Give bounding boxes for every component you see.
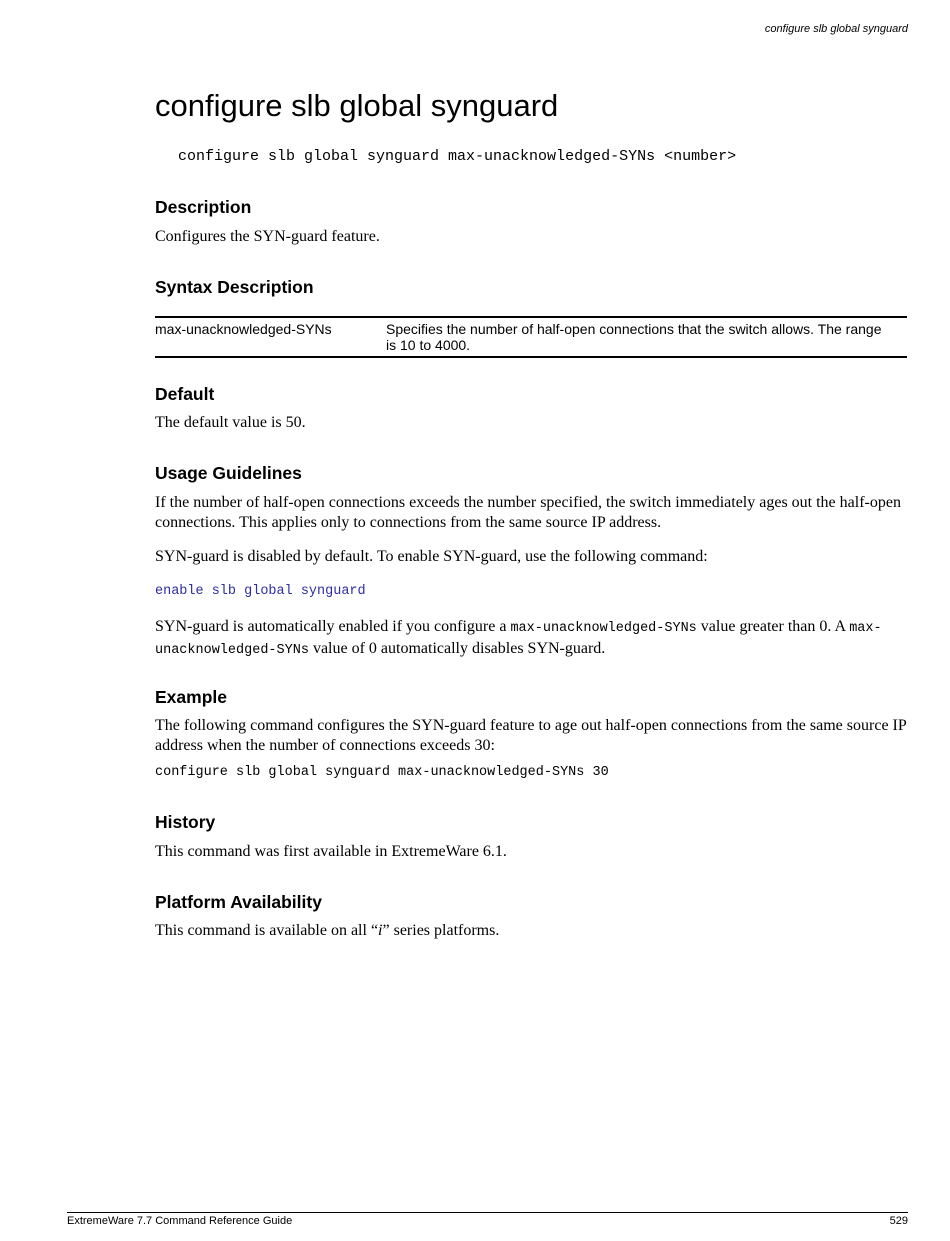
syntax-description-heading: Syntax Description xyxy=(155,277,314,297)
usage-p3-text-c: value of 0 automatically disables SYN-guard. xyxy=(308,639,606,657)
usage-p3-text-a: SYN-guard is automatically enabled if you configure a xyxy=(155,618,511,635)
inline-code-param: max-unacknowledged-SYNs xyxy=(155,621,882,658)
default-text: The default value is 50. xyxy=(155,414,306,431)
usage-guidelines-heading: Usage Guidelines xyxy=(155,463,302,483)
page-number: 529 xyxy=(889,1215,908,1227)
history-heading: History xyxy=(155,812,216,832)
enable-command-link[interactable]: enable slb global synguard xyxy=(155,584,366,599)
usage-paragraph-3 xyxy=(155,617,907,660)
syntax-description-table xyxy=(155,316,907,358)
param-name: max-unacknowledged-SYNs xyxy=(155,321,332,337)
platform-text-b: ” series platforms. xyxy=(382,922,500,939)
platform-availability-text xyxy=(155,921,907,941)
example-heading: Example xyxy=(155,687,227,707)
example-command: configure slb global synguard max-unacknowledged-SYNs 30 xyxy=(155,765,609,780)
usage-paragraph-2: SYN-guard is disabled by default. To enable SYN-guard, use the following command: xyxy=(155,548,708,565)
history-text: This command was first available in ExtremeWare 6.1. xyxy=(155,843,507,860)
running-header: configure slb global synguard xyxy=(764,23,908,35)
platform-availability-heading: Platform Availability xyxy=(155,892,322,912)
default-heading: Default xyxy=(155,384,215,404)
param-description: Specifies the number of half-open connections that the switch allows. The range is 10 to 4000. xyxy=(386,321,882,353)
command-syntax: configure slb global synguard max-unacknowledged-SYNs <number> xyxy=(178,148,737,165)
footer-rule xyxy=(67,1212,908,1213)
page-title: configure slb global synguard xyxy=(155,88,559,123)
inline-code-param: max-unacknowledged-SYNs xyxy=(510,621,697,636)
usage-paragraph-1: If the number of half-open connections exceeds the number specified, the switch immediately ages out the half-open connections. This applies only to connections from the same source IP address. xyxy=(155,494,901,531)
footer-guide-title: ExtremeWare 7.7 Command Reference Guide xyxy=(67,1215,293,1227)
description-text: Configures the SYN-guard feature. xyxy=(155,228,380,245)
example-text: The following command configures the SYN-guard feature to age out half-open connections from the same source IP address when the number of connections exceeds 30: xyxy=(155,717,907,754)
platform-text-a: This command is available on all “ xyxy=(155,922,379,939)
usage-p3-text-b: value greater than 0. A xyxy=(696,618,850,635)
description-heading: Description xyxy=(155,197,252,217)
platform-text-italic: i xyxy=(378,922,383,939)
